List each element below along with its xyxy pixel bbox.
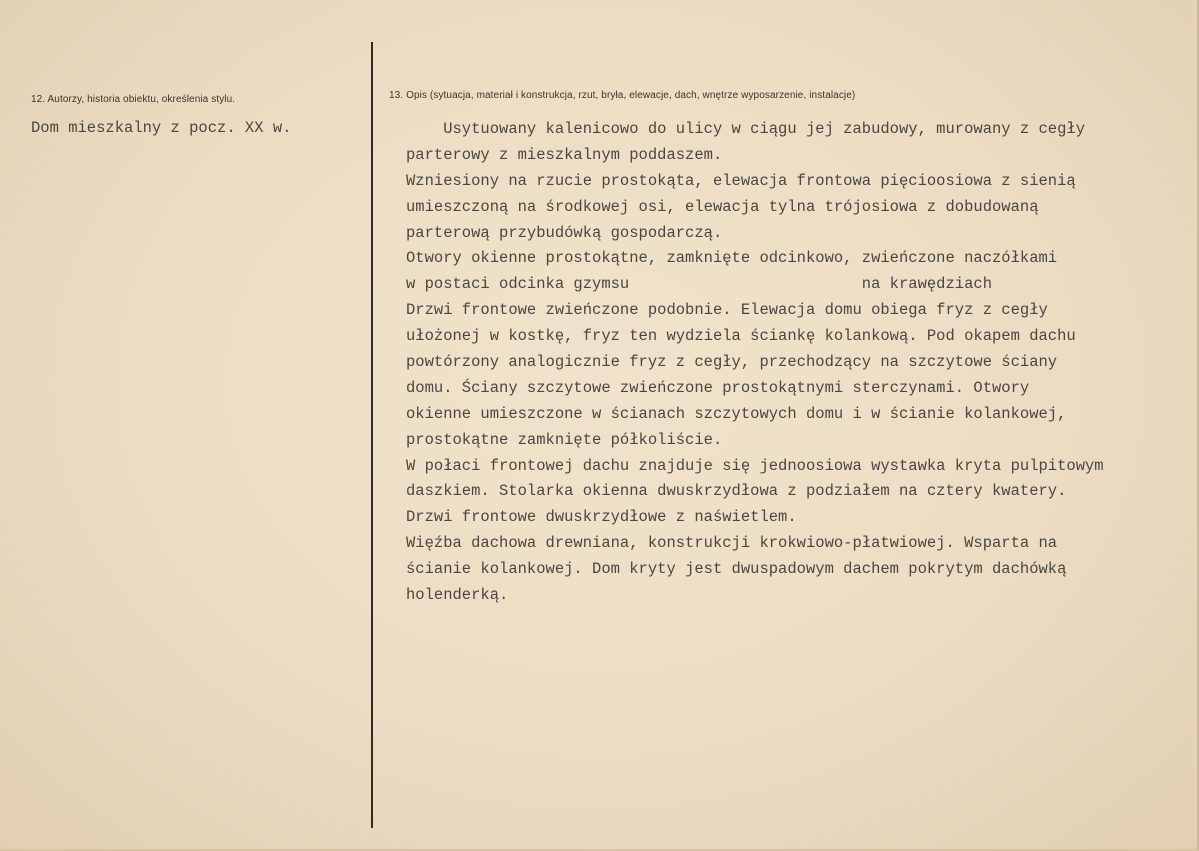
field-12-label: 12. Autorzy, historia obiektu, określenia stylu.	[31, 94, 236, 105]
description-line: parterową przybudówką gospodarczą.	[406, 223, 723, 242]
description-line: W połaci frontowej dachu znajduje się jednoosiowa wystawka kryta pulpitowym	[406, 456, 1104, 475]
field-13-description	[406, 117, 1104, 609]
column-divider	[371, 42, 373, 828]
description-line: w postaci odcinka gzymsu na krawędziach	[406, 275, 992, 294]
description-line: Usytuowany kalenicowo do ulicy w ciągu jej zabudowy, murowany z cegły	[406, 120, 1086, 138]
description-line: prostokątne zamknięte półkoliście.	[406, 430, 723, 449]
description-line: domu. Ściany szczytowe zwieńczone prostokątnymi sterczynami. Otwory	[406, 378, 1030, 397]
description-line: daszkiem. Stolarka okienna dwuskrzydłowa z podziałem na cztery kwatery.	[406, 482, 1067, 501]
description-line: Drzwi frontowe dwuskrzydłowe z naświetlem.	[406, 508, 797, 527]
description-line: okienne umieszczone w ścianach szczytowych domu i w ścianie kolankowej,	[406, 404, 1067, 423]
field-12-value: Dom mieszkalny z pocz. XX w.	[31, 119, 292, 137]
field-13-label: 13. Opis (sytuacja, materiał i konstrukcja, rzut, bryła, elewacje, dach, wnętrze wyposarzenie, instalacje)	[389, 90, 856, 101]
description-line: parterowy z mieszkalnym poddaszem.	[406, 145, 723, 164]
description-line: ułożonej w kostkę, fryz ten wydziela ściankę kolankową. Pod okapem dachu	[406, 327, 1076, 346]
description-line: holenderką.	[406, 586, 509, 605]
description-line: Wzniesiony na rzucie prostokąta, elewacja frontowa pięcioosiowa z sienią	[406, 171, 1076, 190]
description-line: Otwory okienne prostokątne, zamknięte odcinkowo, zwieńczone naczółkami	[406, 249, 1058, 268]
description-line: umieszczoną na środkowej osi, elewacja tylna trójosiowa z dobudowaną	[406, 197, 1039, 216]
description-line: Drzwi frontowe zwieńczone podobnie. Elewacja domu obiega fryz z cegły	[406, 301, 1048, 320]
description-line: powtórzony analogicznie fryz z cegły, przechodzący na szczytowe ściany	[406, 353, 1058, 372]
description-line: ścianie kolankowej. Dom kryty jest dwuspadowym dachem pokrytym dachówką	[406, 560, 1067, 579]
description-line: Więźba dachowa drewniana, konstrukcji krokwiowo-płatwiowej. Wsparta na	[406, 534, 1058, 553]
